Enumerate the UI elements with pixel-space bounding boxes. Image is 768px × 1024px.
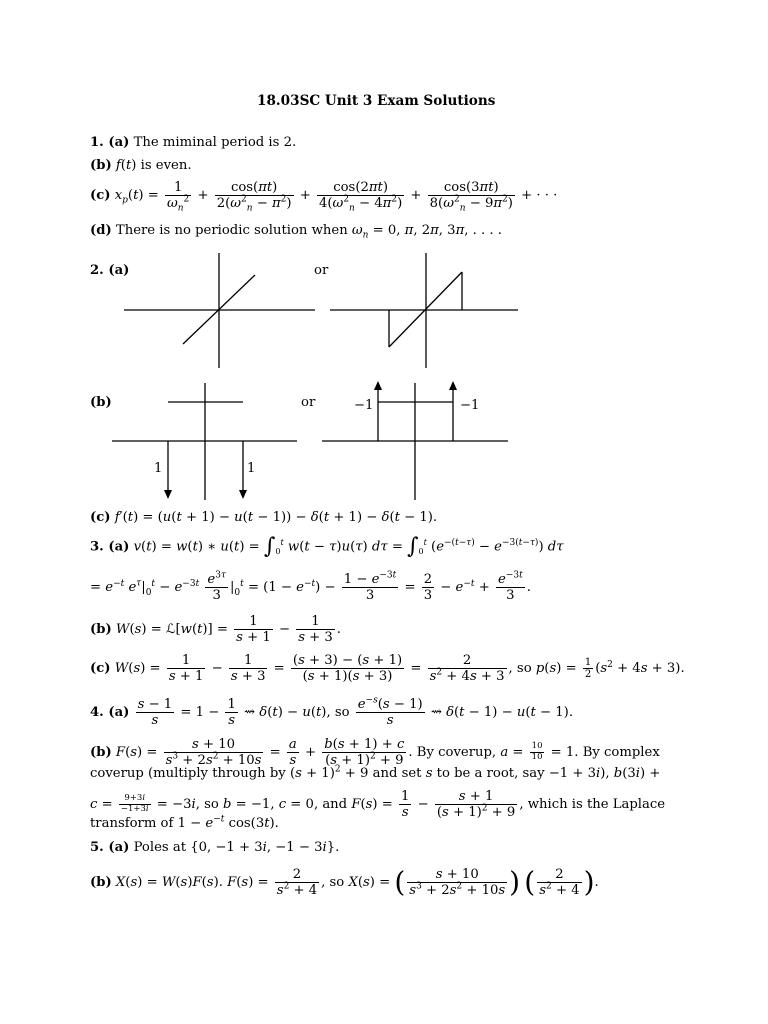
q2b-left-arrowhead-2 <box>239 490 247 499</box>
q2b-left-arrowhead-1 <box>164 490 172 499</box>
q4b-by-complex: By complex <box>582 745 660 761</box>
q1d-text: There is no periodic solution when <box>115 223 348 238</box>
q3c-label: (c) <box>90 661 111 677</box>
q1d-line: (d) There is no periodic solution when $\omega_n = 0$, π, 2π, 3π, . . . . <box>90 223 502 241</box>
q2c-line: (c) f′(t) = (u(t + 1) − u(t − 1)) − δ(t + 1) − δ(t − 1). <box>90 510 438 525</box>
q2b-impulse-label-4: −1 <box>460 398 480 413</box>
q1a-label: 1. (a) <box>90 135 130 150</box>
q2b-graph-right <box>322 381 508 500</box>
q4a-label: 4. (a) <box>90 705 130 721</box>
page-title: 18.03SC Unit 3 Exam Solutions <box>257 93 496 109</box>
q2b-impulse-label-2: 1 <box>247 461 256 476</box>
q2b-or: or <box>301 395 316 410</box>
q5b-label: (b) <box>90 875 112 891</box>
q4a-so: , so <box>326 705 350 721</box>
q1c-label: (c) <box>90 188 111 204</box>
q5a-line: 5. (a) Poles at {0, −1 + 3i, −1 − 3i}. <box>90 840 340 855</box>
q3b-label: (b) <box>90 622 112 638</box>
q3c-so: , so <box>508 661 532 677</box>
q4b-line4: transform of $1 - e^{-t}$ cos(3t). <box>90 814 279 831</box>
q4b-line2: coverup (multiply through by $(s + 1)^2 + 9$ and set s to be a root, say −1 + 3i), b(3i) + <box>90 764 661 781</box>
q4b-line3: c = $\frac{9+3i}{-1+3i}$ = −3i, so b = −1, c = 0, and F(s) = $\frac{1}{s}$ − $\frac{s + 1}{(s + 1)^2 + 9}$ , which is the Laplace <box>90 789 666 821</box>
q2b-graph-left <box>112 383 297 500</box>
q2b-impulse-label-3: −1 <box>354 398 374 413</box>
q1a-text: The miminal period is 2. <box>133 135 297 150</box>
q1b-line: (b) f(t) is even. <box>90 158 192 173</box>
q2a-or: or <box>314 263 329 278</box>
q4a-line: 4. (a) $\frac{s - 1}{s}$ = 1 − $\frac{1}{s}$ ⇝ δ(t) − u(t), so $\frac{e^{-s}(s - 1)}{s}$ ⇝ δ(t − 1) − u(t − 1). <box>90 695 574 729</box>
q1b-text: is even. <box>140 158 192 173</box>
q4b-line1: (b) F(s) = $\frac{s + 10}{s^3 + 2s^2 + 10s}$ = $\frac{a}{s}$ + $\frac{b(s + 1) + c}{(s + 1)^2 + 9}$ . By coverup, a = $\frac{10}{10}$ = 1. By complex <box>90 737 660 769</box>
q4b-by-coverup: By coverup, <box>416 745 497 761</box>
q2a-graph-right <box>330 253 518 368</box>
q2a-label: 2. (a) <box>90 263 130 278</box>
q1c-line: (c) $x_p(t)$ = $\frac{1}{\omega_n^2}$ + $\frac{\cos(\pi t)}{2(\omega^2_n - \pi^2)}$ + $\frac{\cos(2\pi t)}{4(\omega^2_n - 4\pi^2)}$ + $\frac{\cos(3\pi t)}{8(\omega^2_n - 9\pi^2)}$ + · · · <box>90 180 558 214</box>
q2a-graph-left <box>124 253 315 368</box>
q3c-line: (c) W(s) = $\frac{1}{s + 1}$ − $\frac{1}{s + 3}$ = $\frac{(s + 3) - (s + 1)}{(s + 1)(s + 3)}$ = $\frac{2}{s^2 + 4s + 3}$ , so p(s) = $\frac{1}{2}$ $(s^2 + 4s + 3)$. <box>90 653 685 685</box>
q3b-line: (b) W(s) = ℒ[w(t)] = $\frac{1}{s + 1}$ − $\frac{1}{s + 3}$ . <box>90 614 341 646</box>
q2b-right-arrowhead-2 <box>449 381 457 390</box>
q4b-label: (b) <box>90 745 112 761</box>
q2c-label: (c) <box>90 510 111 525</box>
q1b-label: (b) <box>90 158 112 173</box>
q2b-right-arrowhead-1 <box>374 381 382 390</box>
q2b-impulse-label-1: 1 <box>154 461 163 476</box>
q3a-line2: = $e^{-t}$ $e^\tau|_0^t - e^{-3t}$ $\frac{e^{3\tau}}{3}$ $|_0^t = (1 - e^{-t})$ − $\frac{1 - e^{-3t}}{3}$ = $\frac{2}{3}$ − $e^{-t}$ + $\frac{e^{-3t}}{3}$ . <box>90 570 531 604</box>
q3a-label: 3. (a) <box>90 539 130 555</box>
q5a-label: 5. (a) <box>90 840 130 855</box>
q5a-text: Poles at <box>133 840 187 855</box>
q3a-line: 3. (a) v(t) = w(t) ∗ $u(t) = \int_0^t$ w(t − τ)u(τ) $d\tau = \int_0^t$ $(e^{-(t-\tau)} - e^{-3(t-\tau)})$ dτ <box>90 534 564 559</box>
q2b-label: (b) <box>90 395 112 410</box>
q5b-line: (b) X(s) = W(s)F(s). F(s) = $\frac{2}{s^2 + 4}$ , so X(s) = ( $\frac{s + 10}{s^3 + 2s^2 + 10s}$ ) ( $\frac{2}{s^2 + 4}$ ). <box>90 865 599 899</box>
q1d-label: (d) <box>90 223 112 238</box>
